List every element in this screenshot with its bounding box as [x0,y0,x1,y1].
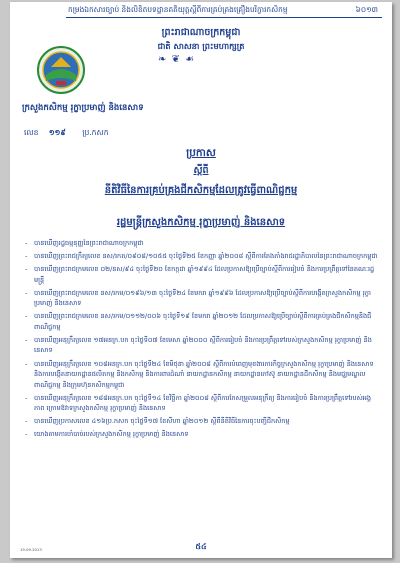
list-item: - បានឃើញព្រះរាជក្រមលេខ នស/រកម/០១១២/០០៦ ចុះថ្ងៃទី១៩ ខែមករា ឆ្នាំ២០១២ ដែលប្រកាសឱ្យប្រើច្បាប់ស្តីពីការគ្រប់គ្រងជីកសិកម្មនិងជីពាណិជ្ជកម្ម [24,311,380,332]
document-page [10,2,392,558]
about-label: ស្តីពី [193,165,209,176]
document-type: ប្រកាស [186,147,216,159]
decorative-ornament: ❧ ❦ ☙ [158,54,196,65]
doc-number-label: លេខ [24,128,39,137]
list-item: - បានឃើញអនុក្រឹត្យលេខ ១០៨អនក្រ.បក ចុះថ្ងៃទី២៤ ខែមិថុនា ឆ្នាំ២០០៨ ស្តីពីការបំពេញមុខងារការកិច្ចក្រសួងកសិកម្ម រុក្ខាប្រមាញ់ និងនេសាទ និងការបង្កើតនាយកដ្ឋានផលិតកម្ម និងកសិកម្ម និងការពារដំណាំ នាយកដ្ឋានកសិកម្ម នាយកដ្ឋានកៅស៊ូ នាយកដ្ឋានដីកសិកម្ម និងមជ្ឈមណ្ឌលពាណិជ្ជកម្ម និងក្រុមហ៊ុនកសិកម្មកម្ពុជា [24,359,380,391]
running-header: កម្រងឯកសារច្បាប់ និងលិខិតបទដ្ឋានគតិយុត្តស្តីពីការគ្រប់គ្រងគ្រឿងបរិក្ខារកសិកម្ម [68,5,288,14]
document-title: នីតិវិធីនៃការគ្រប់គ្រងជីកសិកម្មដែលត្រូវធ្វើពាណិជ្ជកម្ម [104,185,298,196]
list-item: - បានឃើញអនុក្រឹត្យលេខ ១៧អនក្រ.បក ចុះថ្ងៃទី០៧ ខែមេសា ឆ្នាំ២០០០ ស្តីពីការរៀបចំ និងការប្រព្រឹត្តទៅរបស់ក្រសួងកសិកម្ម រុក្ខាប្រមាញ់ និងនេសាទ [24,335,380,356]
page-number: ៥៤ [195,542,207,551]
citations-list [24,238,380,442]
document-number [24,128,117,139]
list-item: - បានឃើញព្រះរាជក្រឹត្យលេខ នស/រកត/០៩០៨/១០៥៥ ចុះថ្ងៃទី២៥ ខែកញ្ញា ឆ្នាំ២០០៨ ស្តីពីការតែងតាំងរាជរដ្ឋាភិបាលនៃព្រះរាជាណាចក្រកម្ពុជា [24,251,380,262]
doc-number-suffix: ប្រ.កសក [82,128,109,137]
list-item: - បានឃើញប្រកាសលេខ ៤១៦ប្រ.កសក ចុះថ្ងៃទី១៧ ខែសីហា ឆ្នាំ២០១២ ស្តីពីនីតិវិធីនៃការចុះបញ្ជីជីកសិកម្ម [24,416,380,427]
national-motto: ជាតិ សាសនា ព្រះមហាក្សត្រ [157,41,245,51]
minister-heading: រដ្ឋមន្ត្រីក្រសួងកសិកម្ម រុក្ខាប្រមាញ់ និងនេសាទ [116,217,286,228]
kingdom-heading: ព្រះរាជាណាចក្រកម្ពុជា [161,27,241,38]
ministry-name: ក្រសួងកសិកម្ម រុក្ខាប្រមាញ់ និងនេសាទ [22,103,144,113]
doc-number-value: ១១៩ [48,128,66,137]
header-page-reference: ៦០១៣ [355,5,378,14]
list-item: - យោងតាមការចាំបាច់របស់ក្រសួងកសិកម្ម រុក្ខាប្រមាញ់ និងនេសាទ [24,429,380,440]
header-divider [66,17,382,18]
list-item: - បានឃើញរដ្ឋធម្មនុញ្ញនៃព្រះរាជាណាចក្រកម្ពុជា [24,238,380,249]
list-item: - បានឃើញអនុក្រឹត្យលេខ ១៨៨អនក្រ.បក ចុះថ្ងៃទី១៤ ខែវិច្ឆិកា ឆ្នាំ២០០៨ ស្តីពីការកែសម្រួលអនុក្រឹត្យ និងការរៀបចំ និងការប្រព្រឹត្តទៅរបស់អង្គភាព ក្រោមឱវាទក្រសួងកសិកម្ម រុក្ខាប្រមាញ់ និងនេសាទ [24,393,380,414]
footer-date: 19.09.2013 [20,547,42,552]
list-item: - បានឃើញព្រះរាជក្រមលេខ នស/រកម/០១៩៦/១៣ ចុះថ្ងៃទី២៤ ខែមករា ឆ្នាំ១៩៩៦ ដែលប្រកាសឱ្យប្រើច្បាប់ស្តីពីការបង្កើតក្រសួងកសិកម្ម រុក្ខាប្រមាញ់ និងនេសាទ [24,288,380,309]
list-item: - បានឃើញព្រះរាជក្រមលេខ ០២/នស/៩៤ ចុះថ្ងៃទី២០ ខែកក្កដា ឆ្នាំ១៩៩៤ ដែលប្រកាសឱ្យប្រើច្បាប់ស្តីពីការរៀបចំ និងការប្រព្រឹត្តទៅនៃគណៈរដ្ឋមន្ត្រី [24,264,380,285]
